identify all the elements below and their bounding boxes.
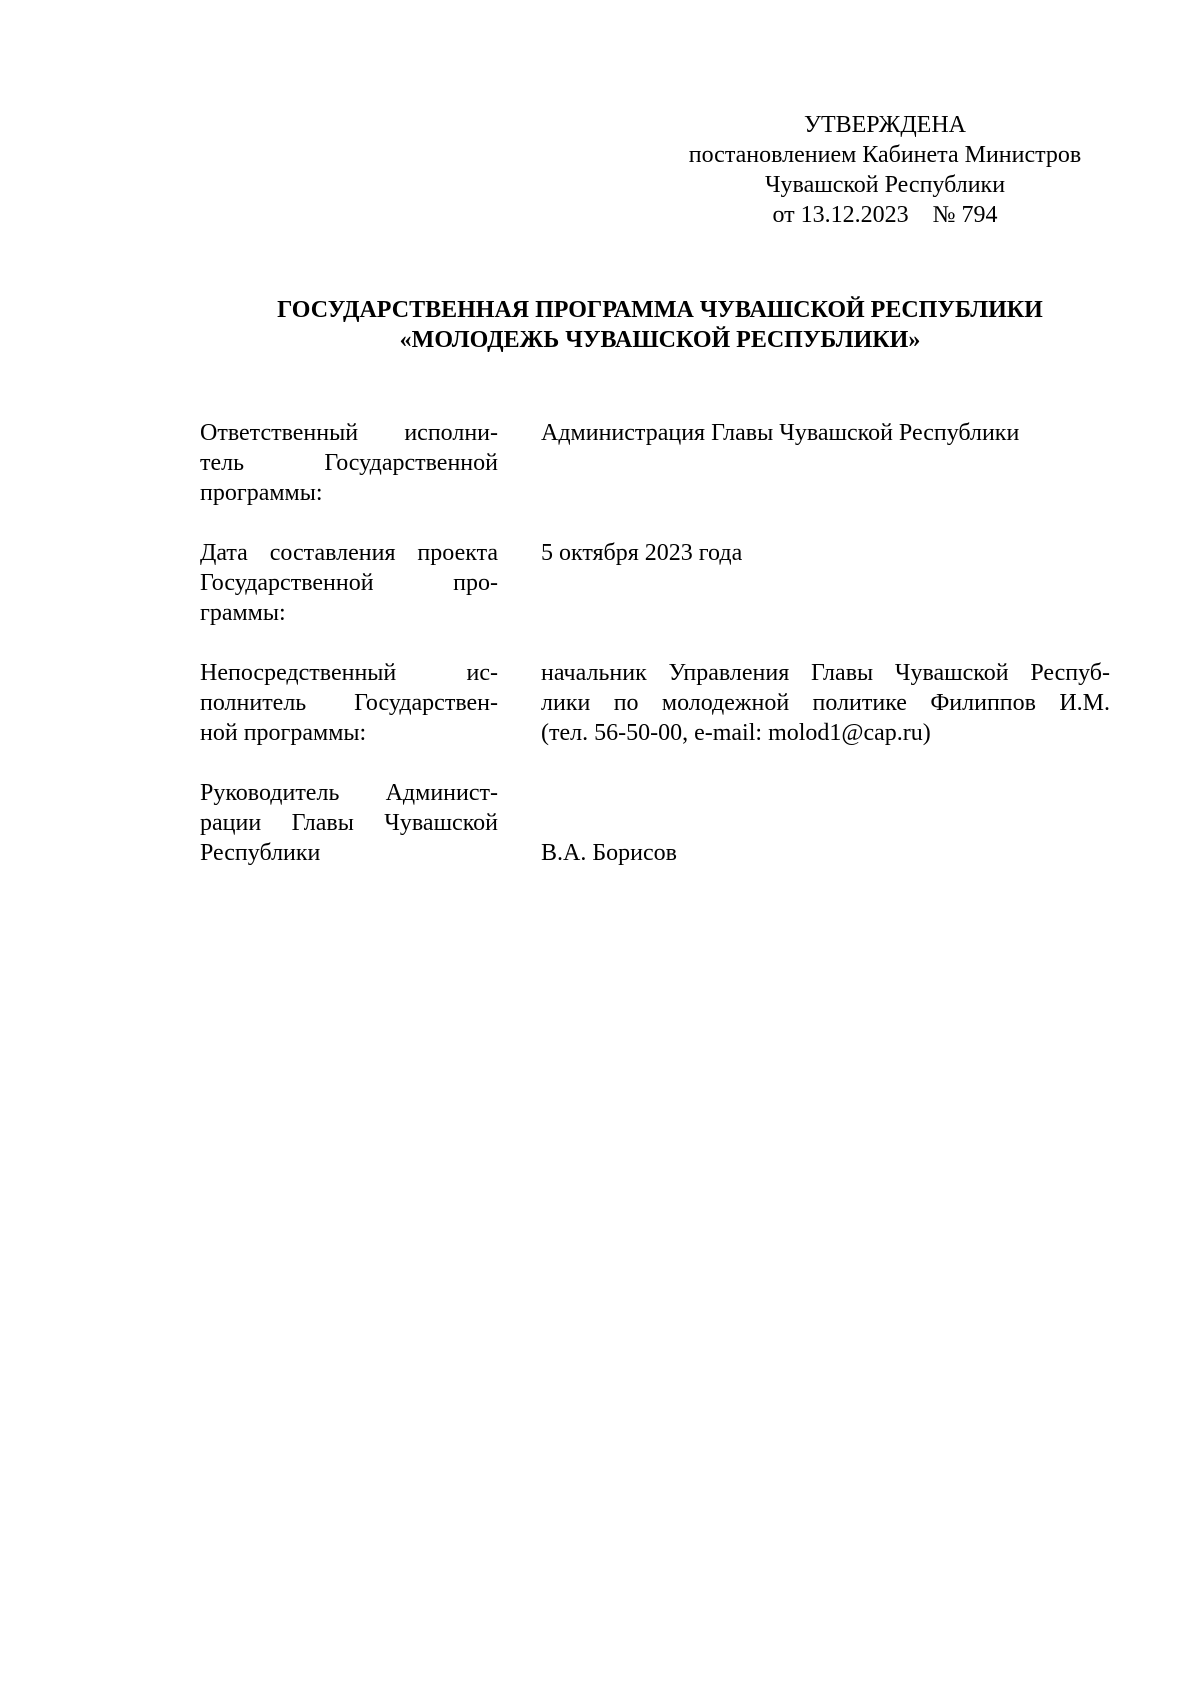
- label-line: Ответственный исполни-: [200, 420, 498, 446]
- approval-status: УТВЕРЖДЕНА: [803, 112, 967, 138]
- signatory-name: [541, 838, 1110, 868]
- row-label: [200, 418, 498, 508]
- row-label: [200, 778, 498, 868]
- value-line: лики по молодежной политике Филиппов И.М.: [541, 690, 1110, 716]
- label-line: Дата составления проекта: [200, 540, 498, 566]
- title-line-1: ГОСУДАРСТВЕННАЯ ПРОГРАММА ЧУВАШСКОЙ РЕСПУБЛИКИ: [277, 297, 1043, 323]
- row-label: [200, 538, 498, 628]
- value-line: начальник Управления Главы Чувашской Респуб-: [541, 660, 1110, 686]
- label-line: Непосредственный ис-: [200, 660, 498, 686]
- value-line: В.А. Борисов: [541, 840, 677, 866]
- row-value: [541, 658, 1110, 748]
- value-line: 5 октября 2023 года: [541, 540, 743, 566]
- label-line: полнитель Государствен-: [200, 690, 498, 716]
- row-value: [541, 418, 1110, 448]
- label-line: тель Государственной: [200, 450, 498, 476]
- row-value: [541, 538, 1110, 568]
- approval-stamp: [660, 110, 1110, 230]
- title-line-2: «МОЛОДЕЖЬ ЧУВАШСКОЙ РЕСПУБЛИКИ»: [399, 327, 921, 353]
- value-line: Администрация Главы Чувашской Республики: [541, 420, 1020, 446]
- approval-date-number: от 13.12.2023 № 794: [772, 202, 998, 228]
- row-label: [200, 658, 498, 748]
- value-line: (тел. 56-50-00, e-mail: molod1@cap.ru): [541, 720, 931, 746]
- document-title: [120, 295, 1200, 355]
- label-line: граммы:: [200, 600, 286, 626]
- label-line: Руководитель Админист-: [200, 780, 498, 806]
- label-line: ной программы:: [200, 720, 367, 746]
- label-line: Государственной про-: [200, 570, 498, 596]
- label-line: Республики: [200, 840, 321, 866]
- approval-republic: Чувашской Республики: [764, 172, 1006, 198]
- label-line: рации Главы Чувашской: [200, 810, 498, 836]
- approval-resolution: постановлением Кабинета Министров: [688, 142, 1082, 168]
- label-line: программы:: [200, 480, 323, 506]
